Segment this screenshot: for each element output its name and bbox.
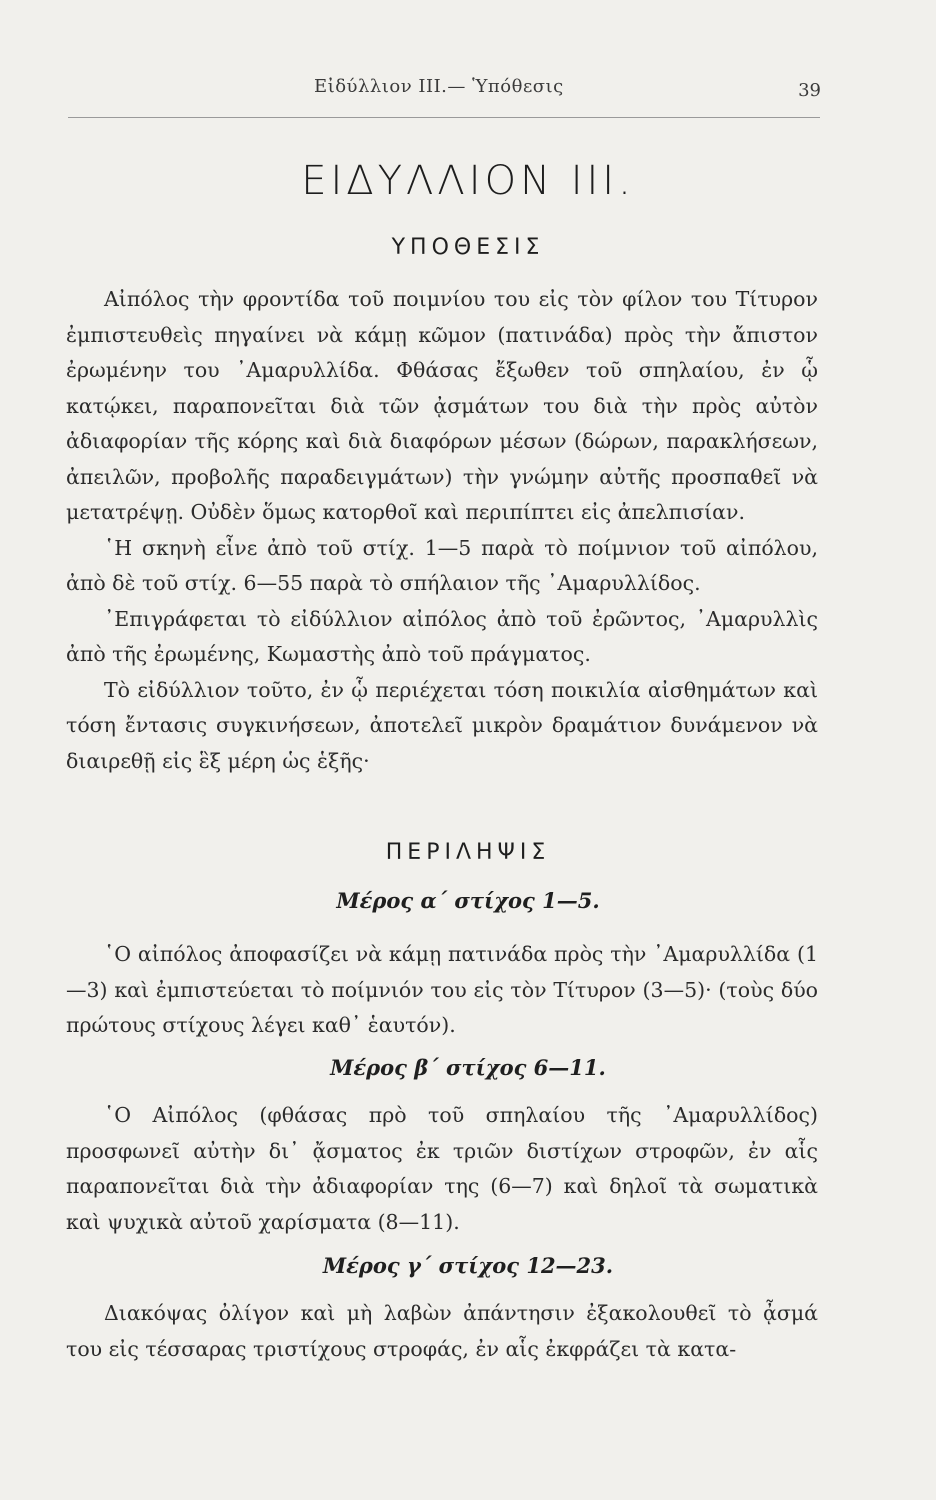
part-paragraph: ῾Ο αἰπόλος ἀποφασίζει νὰ κάμῃ πατινάδα πρὸς τὴν ᾿Αμαρυλλίδα (1—3) καὶ ἐμπιστεύεται τὸ ποίμνιόν του εἰς τὸν Τίτυρον (3—5)· (τοὺς δύο πρώτους στίχους λέγει καθ᾿ ἑαυτόν). (66, 942, 818, 1037)
chapter-title: ΕΙΔΥΛΛΙΟΝ ΙΙΙ. (301, 158, 635, 204)
section-heading: ΠΕΡΙΛΗΨΙΣ (385, 840, 551, 865)
intro-paragraph: Αἰπόλος τὴν φροντίδα τοῦ ποιμνίου του εἰς τὸν φίλον του Τίτυρον ἐμπιστευθεὶς πηγαίνει νὰ κάμῃ κῶμον (πατινάδα) πρὸς τὴν ἄπιστον ἐρωμένην του ᾿Αμαρυλλίδα. Φθάσας ἔξωθεν τοῦ σπηλαίου, ἐν ᾧ κατῴκει, παραπονεῖται διὰ τῶν ᾀσμάτων του διὰ τὴν πρὸς αὐτὸν ἀδιαφορίαν τῆς κόρης καὶ διὰ διαφόρων μέσων (δώρων, παρακλήσεων, ἀπειλῶν, προβολῆς παραδειγμάτων) τὴν γνώμην αὐτῆς προσπαθεῖ νὰ μετατρέψῃ. Οὐδὲν ὅμως κατορθοῖ καὶ περιπίπτει εἰς ἀπελπισίαν. (66, 287, 818, 524)
intro-paragraph: ᾿Επιγράφεται τὸ εἰδύλλιον αἰπόλος ἀπὸ τοῦ ἐρῶντος, ᾿Αμαρυλλὶς ἀπὸ τῆς ἐρωμένης, Κωμαστὴς ἀπὸ τοῦ πράγματος. (66, 606, 818, 666)
part-paragraph: ῾Ο Αἰπόλος (φθάσας πρὸ τοῦ σπηλαίου τῆς ᾿Αμαρυλλίδος) προσφωνεῖ αὐτὴν δι᾿ ᾄσματος ἐκ τριῶν διστίχων στροφῶν, ἐν αἷς παραπονεῖται διὰ τὴν ἀδιαφορίαν της (6—7) καὶ δηλοῖ τὰ σωματικὰ καὶ ψυχικὰ αὐτοῦ χαρίσματα (8—11). (66, 1103, 818, 1234)
part-text (66, 937, 818, 1044)
part-text (66, 1098, 818, 1240)
part-text (66, 1296, 818, 1367)
running-head (0, 76, 936, 106)
running-title: Εἰδύλλιον ΙΙΙ.— Ὑπόθεσις (314, 76, 564, 97)
page-number: 39 (798, 80, 821, 101)
intro-paragraph: Τὸ εἰδύλλιον τοῦτο, ἐν ᾧ περιέχεται τόση ποικιλία αἰσθημάτων καὶ τόση ἔντασις συγκινήσεων, ἀποτελεῖ μικρὸν δραμάτιον δυνάμενον νὰ διαιρεθῇ εἰς ἓξ μέρη ὡς ἑξῆς· (66, 677, 818, 773)
header-rule (68, 117, 820, 118)
part-paragraph: Διακόψας ὀλίγον καὶ μὴ λαβὼν ἀπάντησιν ἐξακολουθεῖ τὸ ᾆσμά του εἰς τέσσαρας τριστίχους στροφάς, ἐν αἷς ἐκφράζει τὰ κατα- (66, 1301, 818, 1361)
part-heading: Μέρος β΄ στίχος 6—11. (330, 1055, 606, 1080)
part-heading: Μέρος α΄ στίχος 1—5. (336, 888, 600, 913)
intro-paragraph: ῾Η σκηνὴ εἶνε ἀπὸ τοῦ στίχ. 1—5 παρὰ τὸ ποίμνιον τοῦ αἰπόλου, ἀπὸ δὲ τοῦ στίχ. 6—55 παρὰ τὸ σπήλαιον τῆς ᾿Αμαρυλλίδος. (66, 535, 818, 595)
intro-text (66, 282, 818, 779)
part-heading: Μέρος γ΄ στίχος 12—23. (322, 1253, 614, 1278)
subtitle: ΥΠΟΘΕΣΙΣ (391, 235, 545, 260)
